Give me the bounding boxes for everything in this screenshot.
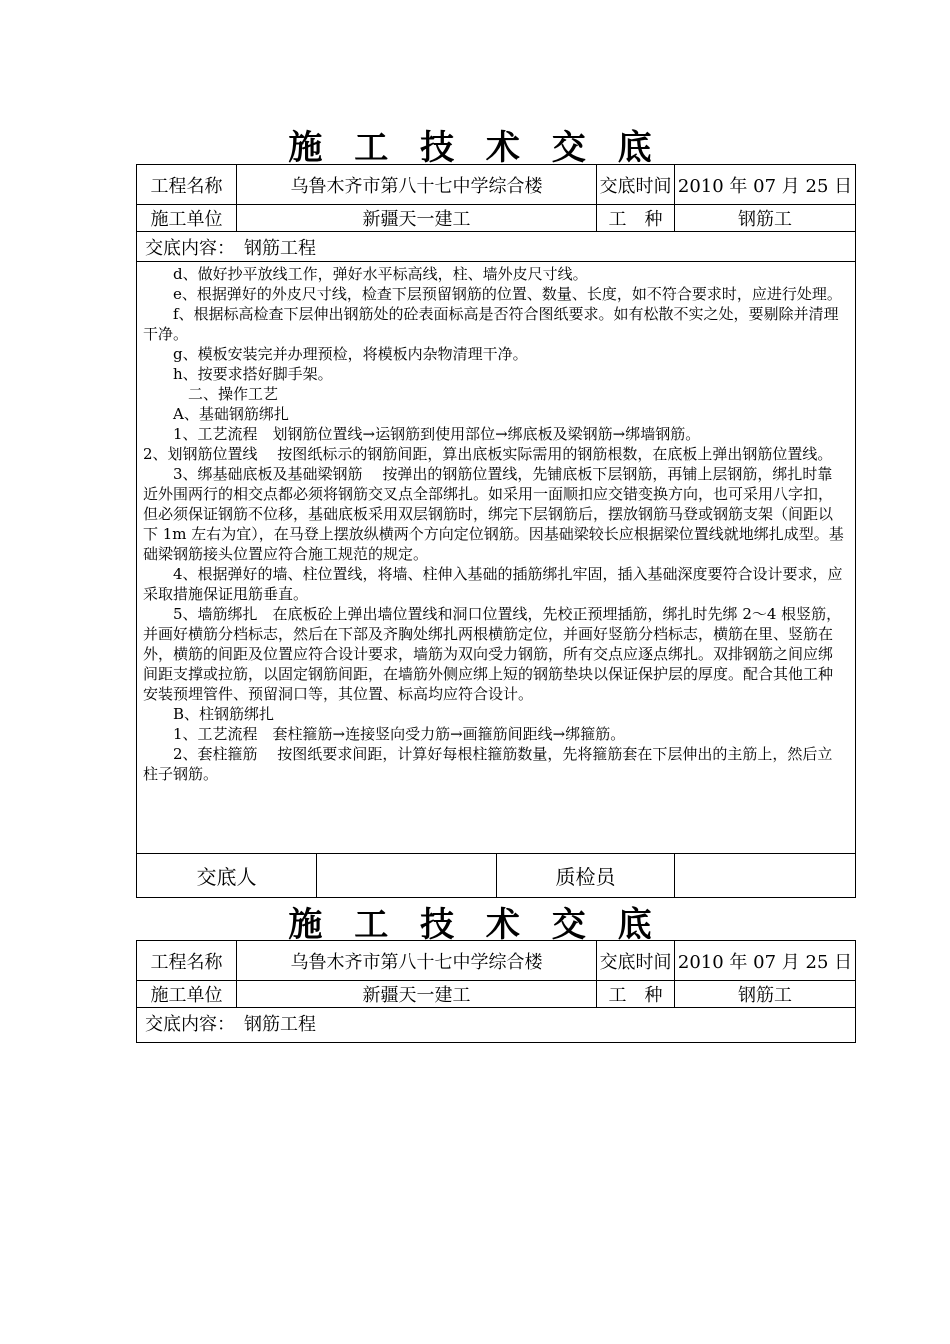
inspector-label: 质检员 bbox=[497, 854, 675, 898]
unit-label: 施工单位 bbox=[137, 981, 237, 1008]
trade-value: 钢筋工 bbox=[675, 981, 856, 1008]
project-label: 工程名称 bbox=[137, 941, 237, 981]
time-label: 交底时间 bbox=[597, 165, 675, 205]
content-paragraph: 5、墙筋绑扎 在底板砼上弹出墙位置线和洞口位置线，先校正预埋插筋，绑扎时先绑 2～4 根竖筋，并画好横筋分档标志，然后在下部及齐胸处绑扎两根横筋定位，并画好竖筋分档标志，横筋在里、竖筋在外，横筋的间距及位置应符合设计要求，墙筋为双向受力钢筋，所有交点应逐点绑扎。双排钢筋之间应绑间距支撑或拉筋，以固定钢筋间距，在墙筋外侧应绑上短的钢筋垫块以保证保护层的厚度。配合其他工种安装预埋管件、预留洞口等，其位置、标高均应符合设计。 bbox=[143, 605, 842, 703]
content-paragraph: h、按要求搭好脚手架。 bbox=[173, 365, 333, 383]
content-paragraph: g、模板安装完并办理预检，将模板内杂物清理干净。 bbox=[173, 345, 528, 363]
project-label: 工程名称 bbox=[137, 165, 237, 205]
trade-label: 工 种 bbox=[597, 205, 675, 232]
trade-label: 工 种 bbox=[597, 981, 675, 1008]
unit-label: 施工单位 bbox=[137, 205, 237, 232]
presenter-label: 交底人 bbox=[137, 854, 317, 898]
content-label: 交底内容： 钢筋工程 bbox=[137, 1008, 856, 1043]
content-paragraph: 1、工艺流程 套柱箍筋→连接竖向受力筋→画箍筋间距线→绑箍筋。 bbox=[173, 725, 626, 743]
content-paragraph: 2、套柱箍筋 按图纸要求间距，计算好每根柱箍筋数量，先将箍筋套在下层伸出的主筋上，然后立柱子钢筋。 bbox=[143, 745, 833, 783]
content-body bbox=[137, 262, 856, 854]
project-name: 乌鲁木齐市第八十七中学综合楼 bbox=[237, 165, 597, 205]
sheet-title: 施 工 技 术 交 底 bbox=[288, 905, 662, 945]
project-name: 乌鲁木齐市第八十七中学综合楼 bbox=[237, 941, 597, 981]
disclosure-form bbox=[136, 164, 856, 898]
content-heading: B、柱钢筋绑扎 bbox=[173, 705, 275, 723]
trade-value: 钢筋工 bbox=[675, 205, 856, 232]
content-paragraph: 2、划钢筋位置线 按图纸标示的钢筋间距，算出底板实际需用的钢筋根数，在底板上弹出钢筋位置线。 bbox=[143, 445, 833, 463]
time-value: 2010 年 07 月 25 日 bbox=[675, 165, 856, 205]
inspector-signature bbox=[675, 854, 856, 898]
time-value: 2010 年 07 月 25 日 bbox=[675, 941, 856, 981]
content-paragraph: 1、工艺流程 划钢筋位置线→运钢筋到使用部位→绑底板及梁钢筋→绑墙钢筋。 bbox=[173, 425, 701, 443]
disclosure-form bbox=[136, 940, 856, 1043]
content-heading: 二、操作工艺 bbox=[188, 385, 279, 403]
content-label: 交底内容： 钢筋工程 bbox=[137, 232, 856, 262]
content-paragraph: f、根据标高检查下层伸出钢筋处的砼表面标高是否符合图纸要求。如有松散不实之处，要剔除并清理干净。 bbox=[143, 305, 839, 343]
content-paragraph: 3、绑基础底板及基础梁钢筋 按弹出的钢筋位置线，先铺底板下层钢筋，再铺上层钢筋，绑扎时靠近外围两行的相交点都必须将钢筋交叉点全部绑扎。如采用一面顺扣应交错变换方向，也可采用八字扣，但必须保证钢筋不位移，基础底板采用双层钢筋时，绑完下层钢筋后，摆放钢筋马登或钢筋支架（间距以下 1m 左右为宜），在马登上摆放纵横两个方向定位钢筋。因基础梁较长应根据梁位置线就地绑扎成型。基础梁钢筋接头位置应符合施工规范的规定。 bbox=[143, 465, 844, 563]
unit-value: 新疆天一建工 bbox=[237, 205, 597, 232]
sheet-title: 施 工 技 术 交 底 bbox=[288, 128, 662, 168]
presenter-signature bbox=[317, 854, 497, 898]
content-paragraph: 4、根据弹好的墙、柱位置线，将墙、柱伸入基础的插筋绑扎牢固，插入基础深度要符合设计要求，应采取措施保证甩筋垂直。 bbox=[143, 565, 843, 603]
time-label: 交底时间 bbox=[597, 941, 675, 981]
content-paragraph: d、做好抄平放线工作，弹好水平标高线，柱、墙外皮尺寸线。 bbox=[173, 265, 588, 283]
content-heading: A、基础钢筋绑扎 bbox=[173, 405, 289, 423]
unit-value: 新疆天一建工 bbox=[237, 981, 597, 1008]
content-paragraph: e、根据弹好的外皮尺寸线，检查下层预留钢筋的位置、数量、长度，如不符合要求时，应进行处理。 bbox=[173, 285, 842, 303]
